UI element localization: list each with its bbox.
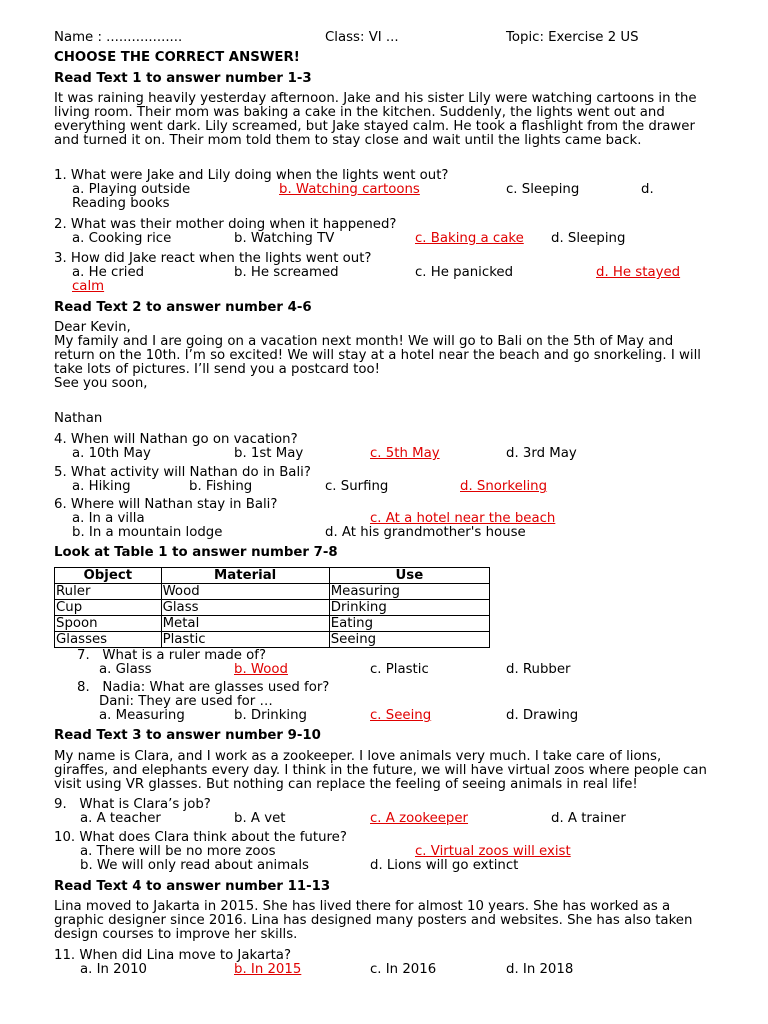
- q2-question: 2. What was their mother doing when it happened?: [54, 217, 397, 232]
- q1-option-d-text: Reading books: [72, 196, 170, 211]
- q8-option-c-answer: c. Seeing: [370, 708, 432, 723]
- letter-closing: See you soon,: [54, 376, 148, 391]
- q3-option-d-answer-cont: calm: [72, 279, 105, 294]
- q9-question: 9. What is Clara’s job?: [54, 797, 211, 812]
- q11-option-a: a. In 2010: [80, 962, 148, 977]
- q8-option-a: a. Measuring: [99, 708, 185, 723]
- table-cell: Cup: [55, 600, 162, 616]
- table1-heading: Look at Table 1 to answer number 7-8: [54, 545, 338, 560]
- q10-option-a: a. There will be no more zoos: [80, 844, 276, 859]
- q2-option-c-answer: c. Baking a cake: [415, 231, 524, 246]
- table-cell: Measuring: [329, 584, 489, 600]
- table-cell: Ruler: [55, 584, 162, 600]
- table-header-use: Use: [329, 568, 489, 584]
- q11-question: 11. When did Lina move to Jakarta?: [54, 948, 292, 963]
- table-cell: Eating: [329, 616, 489, 632]
- q4-option-d: d. 3rd May: [506, 446, 577, 461]
- q6-question: 6. Where will Nathan stay in Bali?: [54, 497, 278, 512]
- q4-option-a: a. 10th May: [72, 446, 151, 461]
- table-row: [55, 632, 490, 648]
- class-field: Class: VI ...: [325, 30, 399, 45]
- q4-question: 4. When will Nathan go on vacation?: [54, 432, 298, 447]
- table-row: [55, 600, 490, 616]
- q5-option-b: b. Fishing: [189, 479, 253, 494]
- table-header-material: Material: [161, 568, 329, 584]
- q6-option-d: d. At his grandmother's house: [325, 525, 526, 540]
- q8-question-line2: Dani: They are used for …: [99, 694, 273, 709]
- table-cell: Seeing: [329, 632, 489, 648]
- q5-question: 5. What activity will Nathan do in Bali?: [54, 465, 311, 480]
- table-cell: Spoon: [55, 616, 162, 632]
- q3-option-d-answer: d. He stayed: [596, 265, 681, 280]
- q5-option-c: c. Surfing: [325, 479, 389, 494]
- q1-question: 1. What were Jake and Lily doing when the lights went out?: [54, 168, 449, 183]
- q6-option-b: b. In a mountain lodge: [72, 525, 223, 540]
- q3-option-c: c. He panicked: [415, 265, 514, 280]
- q10-option-d: d. Lions will go extinct: [370, 858, 519, 873]
- q6-option-a: a. In a villa: [72, 511, 145, 526]
- text3-heading: Read Text 3 to answer number 9-10: [54, 728, 321, 743]
- table-header-object: Object: [55, 568, 162, 584]
- q10-option-b: b. We will only read about animals: [80, 858, 309, 873]
- instruction: CHOOSE THE CORRECT ANSWER!: [54, 50, 300, 65]
- q4-option-b: b. 1st May: [234, 446, 304, 461]
- q9-option-b: b. A vet: [234, 811, 286, 826]
- topic-field: Topic: Exercise 2 US: [506, 30, 639, 45]
- q9-option-c-answer: c. A zookeeper: [370, 811, 469, 826]
- q6-option-c-answer: c. At a hotel near the beach: [370, 511, 556, 526]
- table-row: [55, 584, 490, 600]
- table-cell: Glass: [161, 600, 329, 616]
- q1-option-a: a. Playing outside: [72, 182, 191, 197]
- text1-body: It was raining heavily yesterday afternoon. Jake and his sister Lily were watching cartoons in the living room. Their mom was baking a cake in the kitchen. Suddenly, the lights went out and everything went dark. Lily screamed, but Jake stayed calm. He took a flashlight from the drawer and turned it on. Their mom told them to stay close and wait until the lights came back.: [54, 91, 697, 148]
- q7-option-b-answer: b. Wood: [234, 662, 288, 677]
- q5-option-a: a. Hiking: [72, 479, 131, 494]
- q1-option-d: d.: [641, 182, 654, 197]
- q3-option-b: b. He screamed: [234, 265, 339, 280]
- q4-option-c-answer: c. 5th May: [370, 446, 440, 461]
- q7-option-d: d. Rubber: [506, 662, 571, 677]
- q8-option-d: d. Drawing: [506, 708, 579, 723]
- text4-heading: Read Text 4 to answer number 11-13: [54, 879, 331, 894]
- q7-question: 7. What is a ruler made of?: [77, 648, 267, 663]
- q3-question: 3. How did Jake react when the lights went out?: [54, 251, 372, 266]
- q11-option-c: c. In 2016: [370, 962, 437, 977]
- letter-signature: Nathan: [54, 411, 103, 426]
- q5-option-d-answer: d. Snorkeling: [460, 479, 548, 494]
- q1-option-b-answer: b. Watching cartoons: [279, 182, 420, 197]
- table-cell: Wood: [161, 584, 329, 600]
- table-header-row: [55, 568, 490, 584]
- q8-option-b: b. Drinking: [234, 708, 307, 723]
- text3-body: My name is Clara, and I work as a zookeeper. I love animals very much. I take care of lions, giraffes, and elephants every day. I think in the future, we will have virtual zoos where people can visit using VR glasses. But nothing can replace the feeling of seeing animals in real life!: [54, 749, 707, 792]
- letter-body: My family and I are going on a vacation next month! We will go to Bali on the 5th of May and return on the 10th. I’m so excited! We will stay at a hotel near the beach and go snorkeling. I will take lots of pictures. I’ll send you a postcard too!: [54, 334, 701, 377]
- q3-option-a: a. He cried: [72, 265, 145, 280]
- table-cell: Plastic: [161, 632, 329, 648]
- letter-greeting: Dear Kevin,: [54, 320, 131, 335]
- q8-question: 8. Nadia: What are glasses used for?: [77, 680, 330, 695]
- q10-question: 10. What does Clara think about the future?: [54, 830, 347, 845]
- q2-option-d: d. Sleeping: [551, 231, 626, 246]
- q2-option-a: a. Cooking rice: [72, 231, 172, 246]
- table-cell: Drinking: [329, 600, 489, 616]
- table-cell: Glasses: [55, 632, 162, 648]
- q1-option-c: c. Sleeping: [506, 182, 580, 197]
- q11-option-b-answer: b. In 2015: [234, 962, 302, 977]
- table1: [54, 567, 490, 648]
- text1-heading: Read Text 1 to answer number 1-3: [54, 71, 312, 86]
- text2-heading: Read Text 2 to answer number 4-6: [54, 300, 312, 315]
- q7-option-a: a. Glass: [99, 662, 152, 677]
- q9-option-d: d. A trainer: [551, 811, 626, 826]
- q10-option-c-answer: c. Virtual zoos will exist: [415, 844, 571, 859]
- table-cell: Metal: [161, 616, 329, 632]
- q9-option-a: a. A teacher: [80, 811, 161, 826]
- table-row: [55, 616, 490, 632]
- q2-option-b: b. Watching TV: [234, 231, 335, 246]
- q7-option-c: c. Plastic: [370, 662, 429, 677]
- name-field: Name : ..................: [54, 30, 183, 45]
- q11-option-d: d. In 2018: [506, 962, 574, 977]
- text4-body: Lina moved to Jakarta in 2015. She has lived there for almost 10 years. She has worked as a graphic designer since 2016. Lina has designed many posters and websites. She has also taken design courses to improve her skills.: [54, 899, 693, 942]
